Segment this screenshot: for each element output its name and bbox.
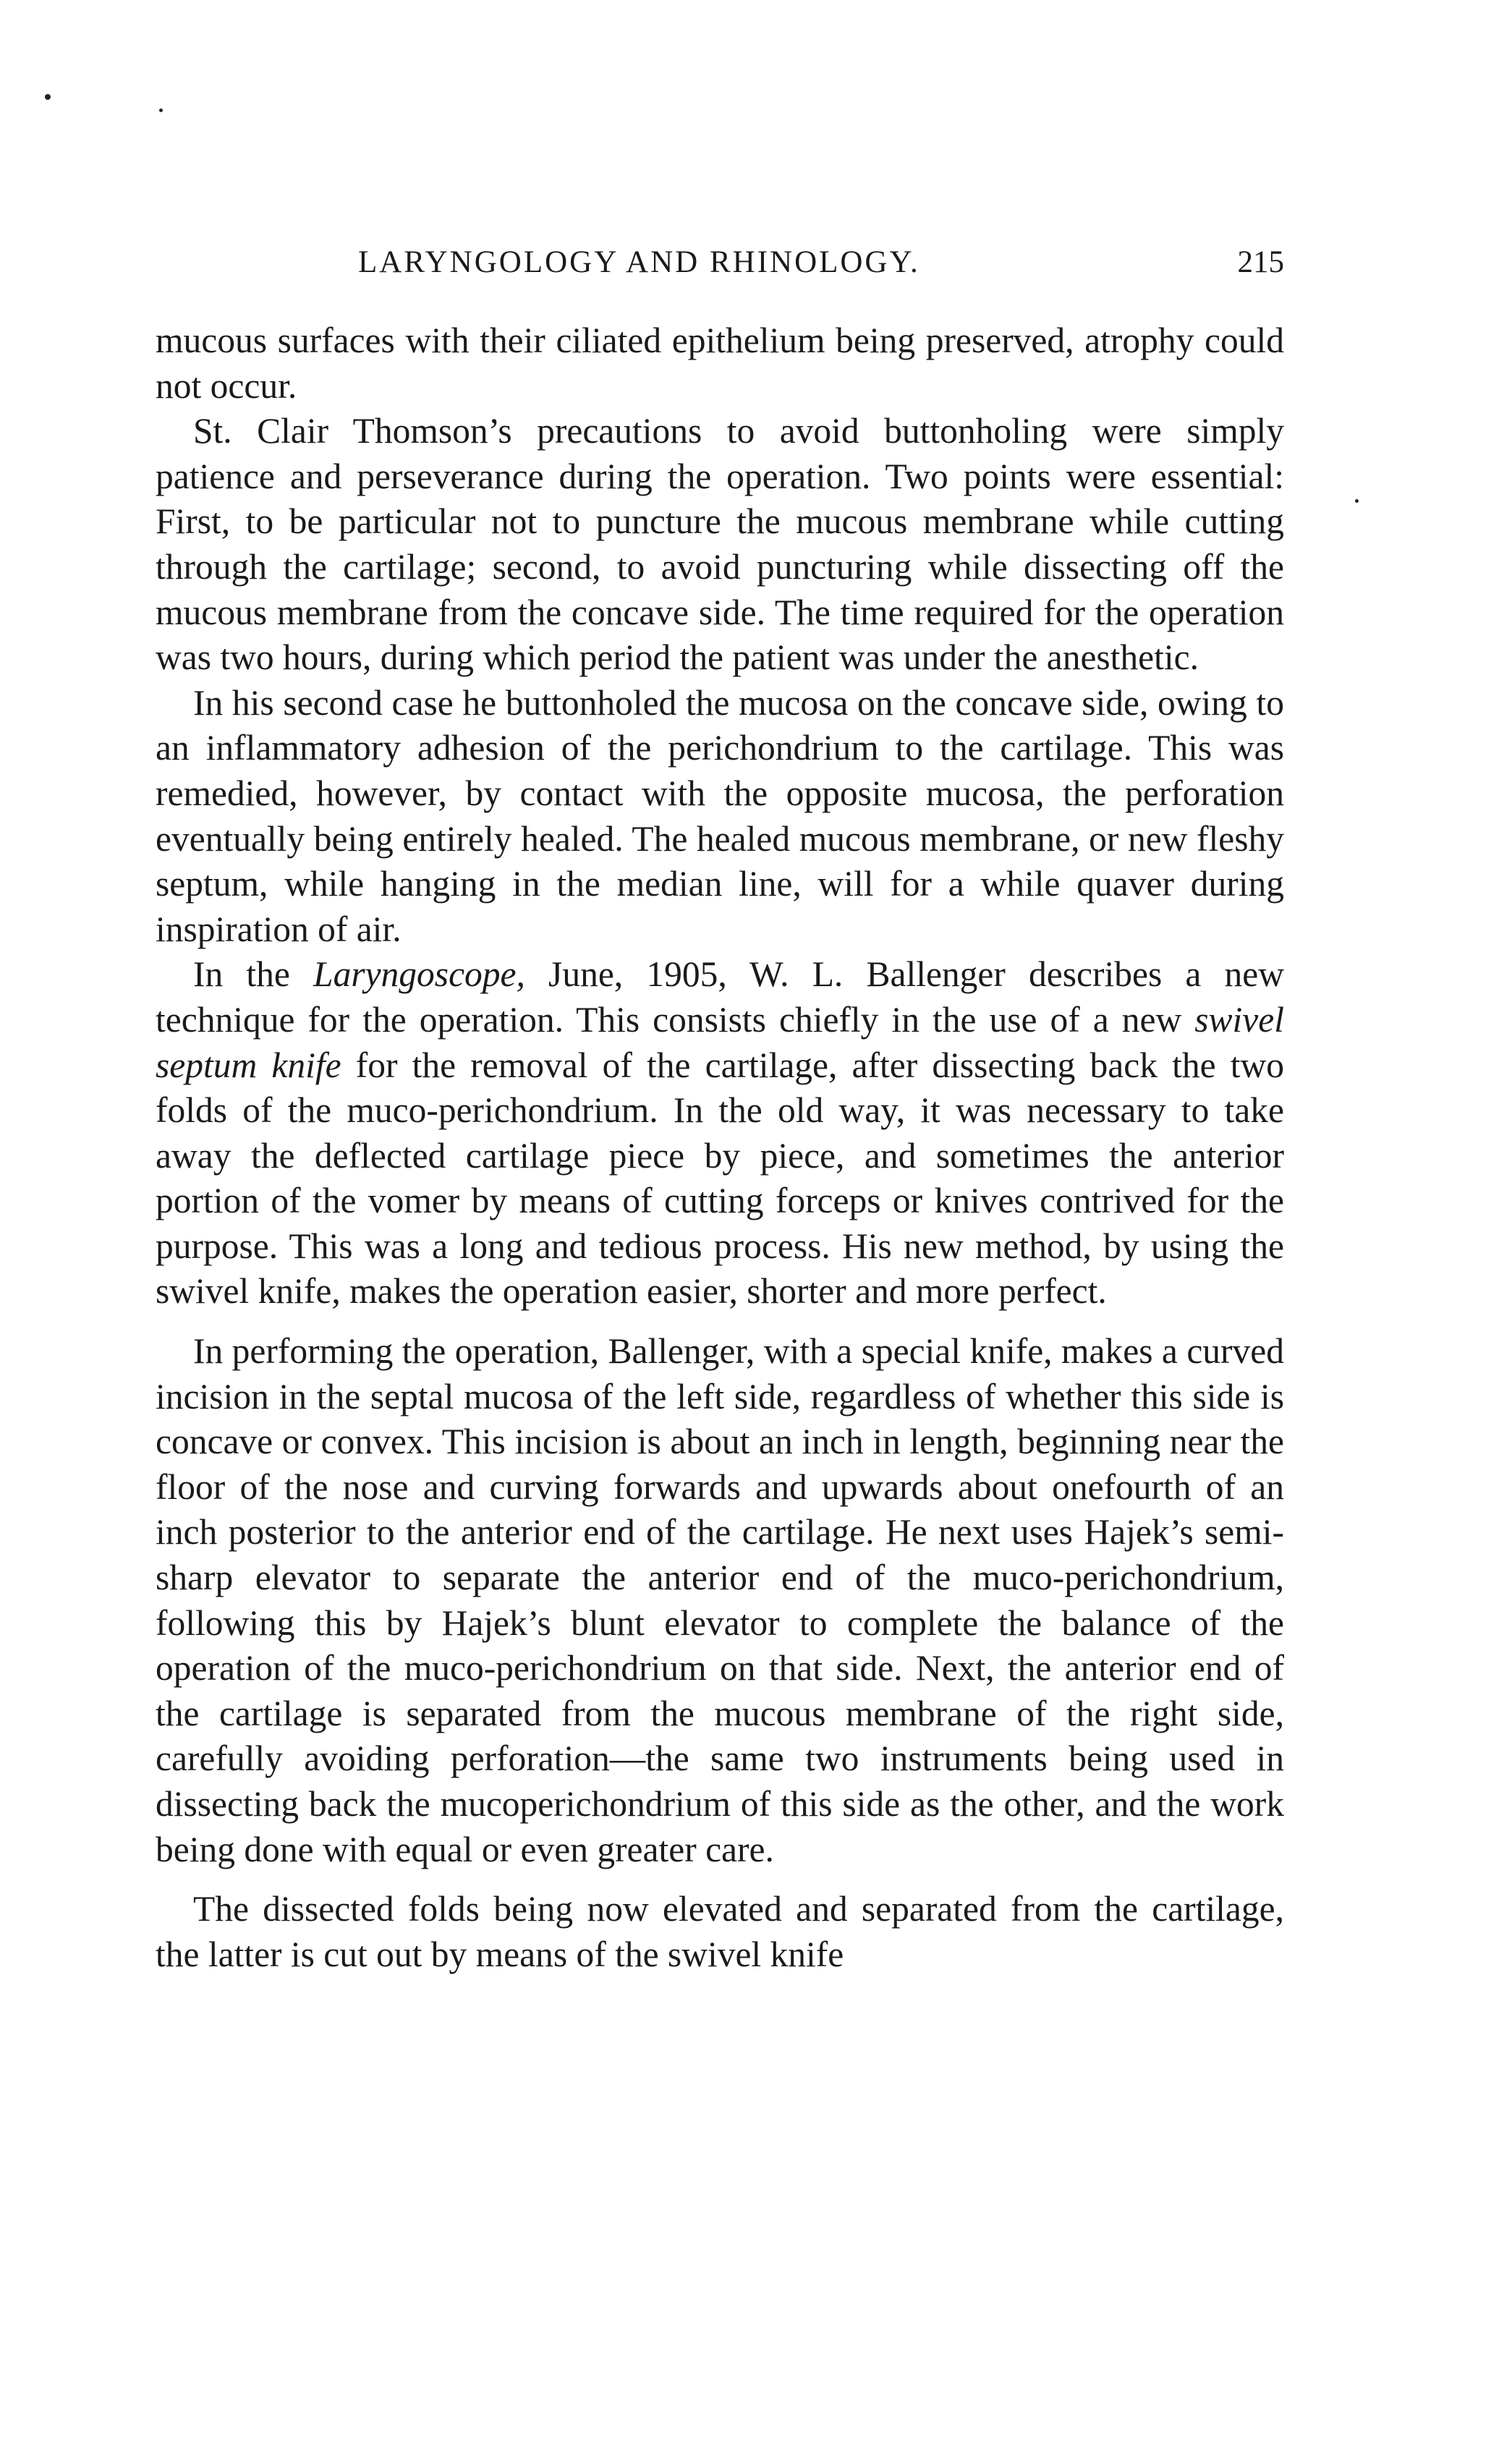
scan-speck — [1355, 499, 1359, 503]
paragraph-dissected-folds: The dissected folds being now elevated and separated from the cartilage, the latter is cut out by means of the swivel knife — [156, 1889, 1284, 1974]
paragraph-ballenger-technique — [156, 952, 1284, 1314]
scan-speck — [45, 94, 51, 100]
journal-title: Laryngoscope, — [313, 954, 525, 995]
paragraph-text: In the — [193, 954, 314, 995]
paragraph-thomson-precautions: St. Clair Thomson’s precautions to avoid buttonholing were simply patience and perseverance during the operation. Two points were essential: First, to be particular not to puncture the mucous membrane while cutting through the cartilage; second, to avoid puncturing while dissecting off the mucous membrane from the concave side. The time required for the operation was two hours, during which period the patient was under the anesthetic. — [156, 411, 1284, 678]
body-text — [156, 318, 1284, 1977]
paragraph-continued: mucous surfaces with their ciliated epithelium being preserved, atrophy could not occur. — [156, 320, 1284, 406]
running-head — [156, 245, 1284, 288]
page-number: 215 — [1237, 245, 1284, 279]
paragraph-text: for the removal of the cartilage, after dissecting back the two folds of the muco-perichondrium. In the old way, it was necessary to take away the deflected cartilage piece by piece, and sometimes the anterior portion of the vomer by means of cutting forceps or knives contrived for the purpose. This was a long and tedious process. His new method, by using the swivel knife, makes the operation easier, shorter and more perfect. — [156, 1045, 1284, 1312]
instrument-name: swivel septum knife — [156, 999, 1284, 1085]
paragraph-text: June, 1905, W. L. Ballenger describes a new technique for the operation. This consists chiefly in the use of a new — [156, 954, 1284, 1040]
scan-speck — [159, 109, 163, 112]
running-title: LARYNGOLOGY AND RHINOLOGY. — [358, 245, 920, 279]
paragraph-second-case: In his second case he buttonholed the mucosa on the concave side, owing to an inflammatory adhesion of the perichondrium to the cartilage. This was remedied, however, by contact with the opposite mucosa, the perforation eventually being entirely healed. The healed mucous membrane, or new fleshy septum, while hanging in the median line, will for a while quaver during inspiration of air. — [156, 682, 1284, 949]
paragraph-operation-procedure: In performing the operation, Ballenger, with a special knife, makes a curved incision in the septal mucosa of the left side, regardless of whether this side is concave or convex. This incision is about an inch in length, beginning near the floor of the nose and curving forwards and upwards about onefourth of an inch posterior to the anterior end of the cartilage. He next uses Hajek’s semi-sharp elevator to separate the anterior end of the muco-perichondrium, following this by Hajek’s blunt elevator to complete the balance of the operation of the muco-perichondrium on that side. Next, the anterior end of the cartilage is separated from the mucous membrane of the right side, carefully avoiding perforation—the same two instruments being used in dissecting back the mucoperichondrium of this side as the other, and the work being done with equal or even greater care. — [156, 1331, 1284, 1869]
